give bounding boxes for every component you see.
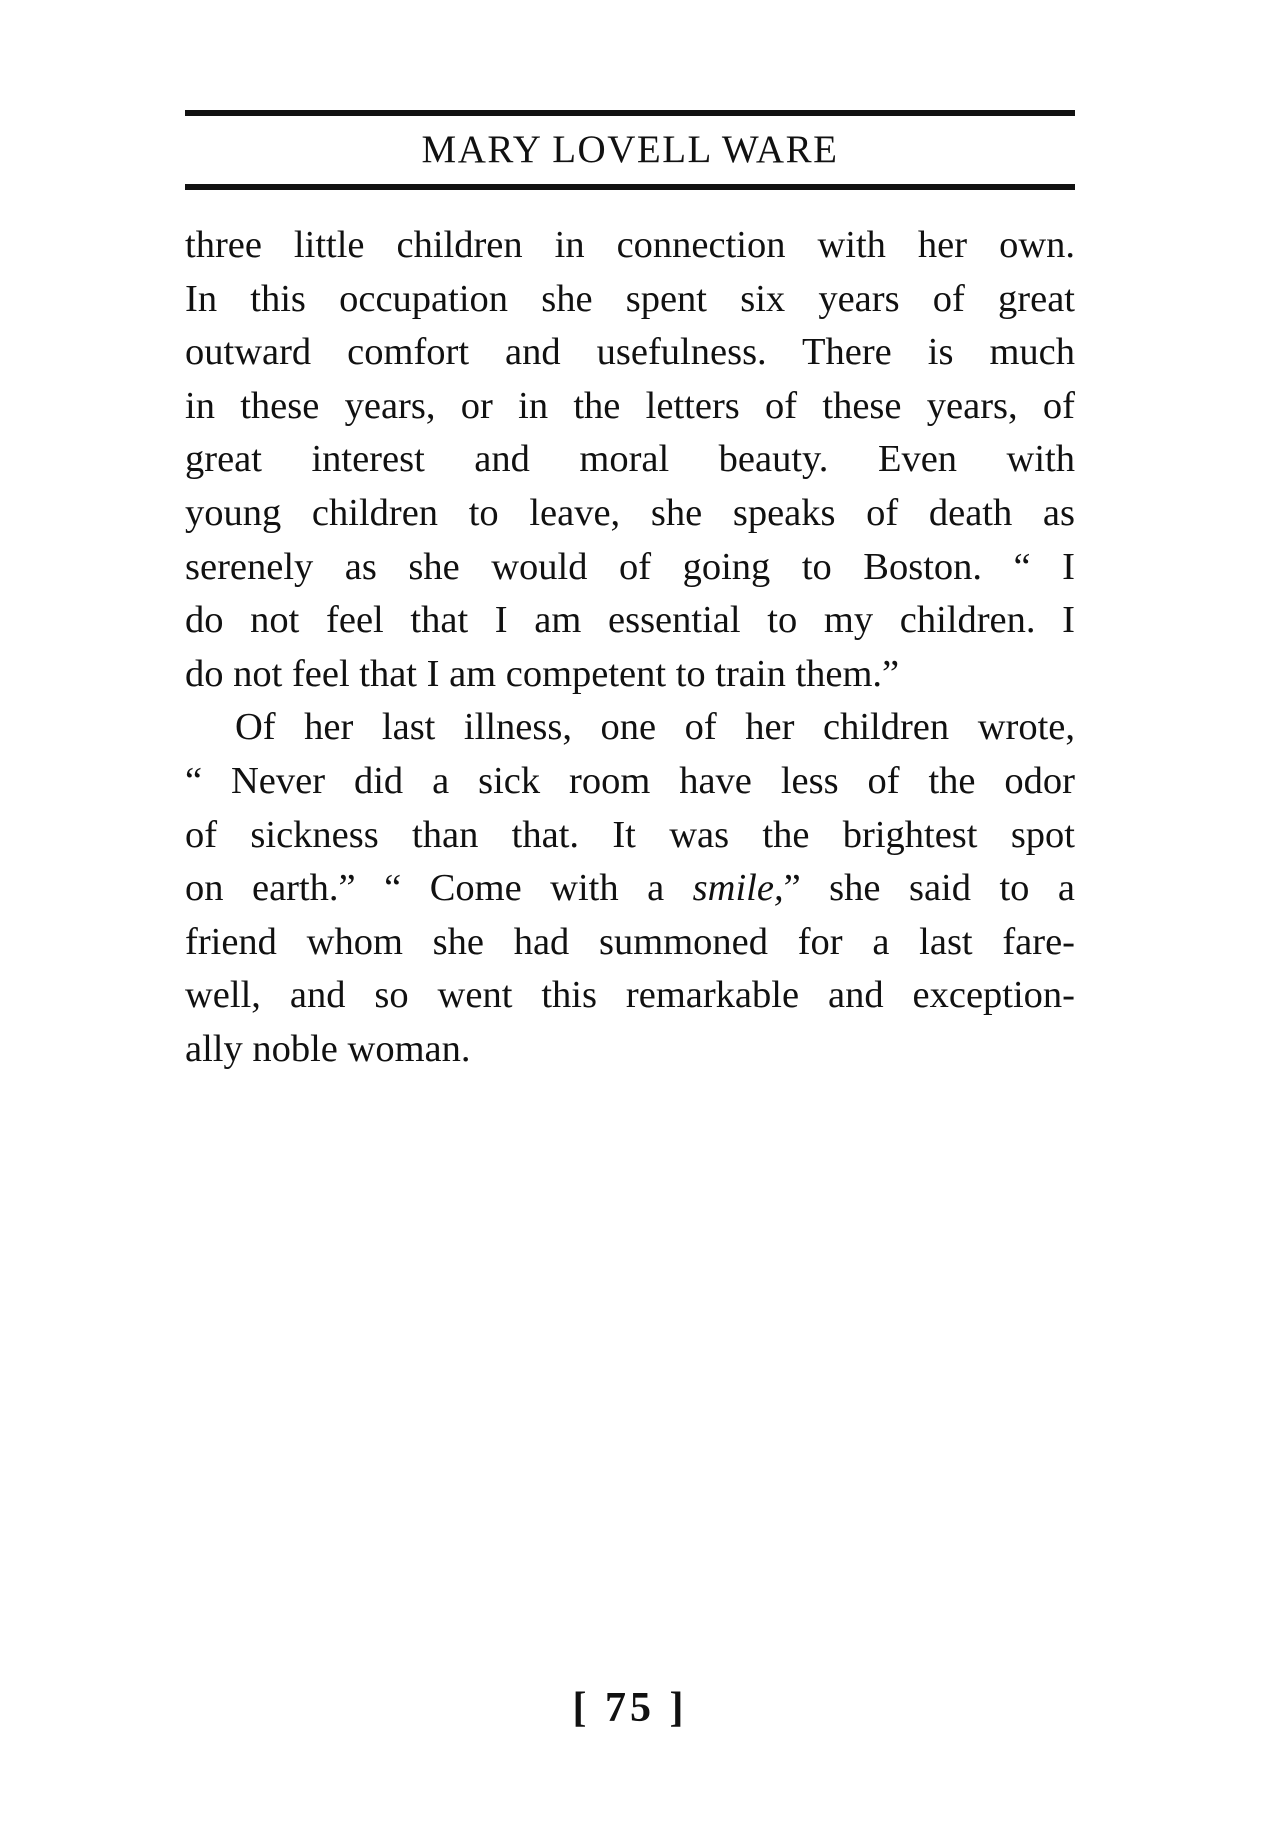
text-segment: great interest and moral beauty. Even with [185, 438, 1075, 481]
text-segment: serenely as she would of going to Boston. “ I [185, 545, 1075, 588]
text-line [185, 969, 1075, 1023]
text-segment: well, and so went this remarkable and exception- [185, 974, 1075, 1017]
text-segment: of sickness than that. It was the brightest spot [185, 813, 1075, 856]
text-segment: Of her last illness, one of her children wrote, [235, 706, 1075, 749]
text-segment: In this occupation she spent six years of great [185, 277, 1075, 320]
text-line [185, 380, 1075, 434]
text-line [185, 594, 1075, 648]
text-segment: ” she said to a [783, 867, 1075, 910]
header-rule-top [185, 110, 1075, 116]
text-segment: on earth.” “ Come with a [185, 867, 693, 910]
text-segment: friend whom she had summoned for a last fare- [185, 920, 1075, 963]
text-line [185, 326, 1075, 380]
text-segment: young children to leave, she speaks of death as [185, 491, 1075, 534]
text-line [185, 273, 1075, 327]
header-rule-bottom [185, 184, 1075, 190]
text-line [185, 916, 1075, 970]
text-segment: ally noble woman. [185, 1027, 471, 1070]
body-text [185, 219, 1075, 1077]
page-number: [ 75 ] [572, 1685, 688, 1731]
text-segment: do not feel that I am essential to my children. I [185, 599, 1075, 642]
paragraph [185, 219, 1075, 701]
text-line [185, 701, 1075, 755]
text-segment: in these years, or in the letters of these years, of [185, 384, 1075, 427]
text-line [185, 433, 1075, 487]
paragraph [185, 701, 1075, 1076]
text-line [185, 862, 1075, 916]
text-line [185, 487, 1075, 541]
text-segment: outward comfort and usefulness. There is much [185, 331, 1075, 374]
text-line [185, 755, 1075, 809]
text-line [185, 219, 1075, 273]
text-segment: three little children in connection with her own. [185, 224, 1075, 266]
text-line [185, 648, 1075, 702]
text-segment: “ Never did a sick room have less of the odor [185, 759, 1075, 802]
text-line [185, 541, 1075, 595]
text-line [185, 809, 1075, 863]
text-line [185, 1023, 1075, 1077]
running-head: MARY LOVELL WARE [421, 128, 839, 171]
text-segment: do not feel that I am competent to train them.” [185, 652, 900, 695]
emphasis-text: smile, [692, 867, 784, 910]
